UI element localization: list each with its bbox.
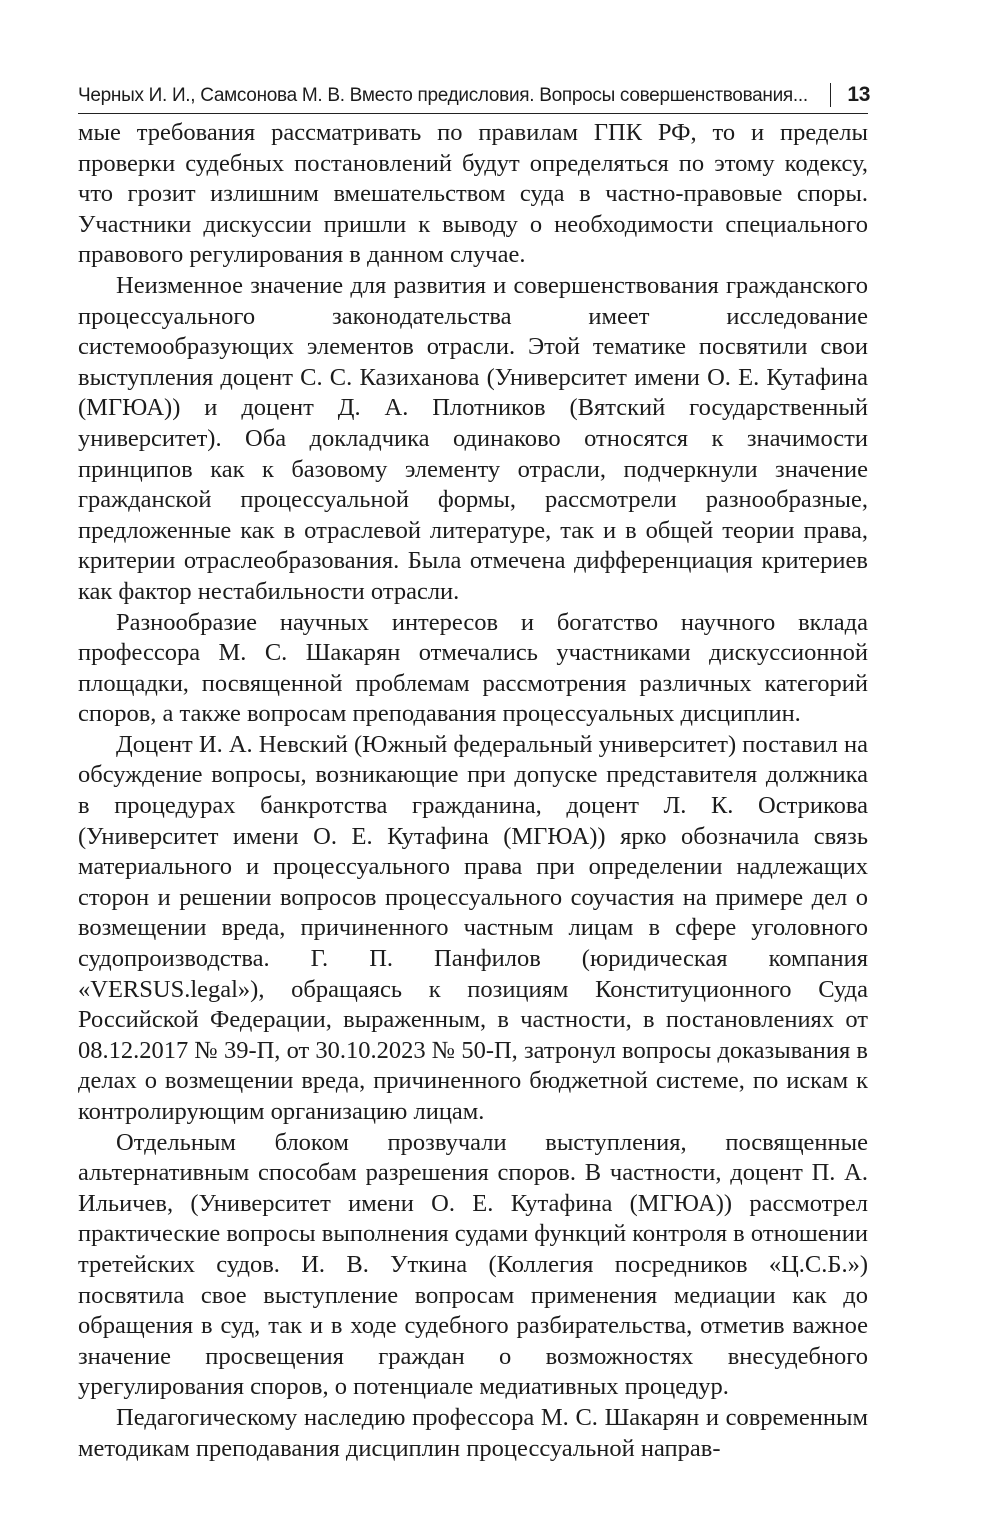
page-number-group: [808, 83, 870, 107]
header-separator: [830, 83, 832, 107]
running-header: [78, 70, 871, 114]
paragraph-1: мые требования рассматривать по правилам ГПК РФ, то и пределы проверки судебных постановлений будут определяться по этому кодексу, что грозит излишним вмешательством суда в частно-правовые споры. Участники дискуссии пришли к выводу о необходимости специального правового регулирования в данном случае.: [78, 119, 868, 269]
body-text: [78, 118, 868, 1464]
running-title: Черных И. И., Самсонова М. В. Вместо предисловия. Вопросы совершенствования...: [78, 85, 808, 106]
paragraph-3: Разнообразие научных интересов и богатство научного вклада профессора М. С. Шакарян отмечались участниками дискуссионной площадки, посвященной проблемам рассмотрения различных категорий споров, а также вопросам преподавания процессуальных дисциплин.: [78, 608, 868, 728]
paragraph-5: Отдельным блоком прозвучали выступления, посвященные альтернативным способам разрешения споров. В частности, доцент П. А. Ильичев, (Университет имени О. Е. Кутафина (МГЮА)) рассмотрел практические вопросы выполнения судами функций контроля в отношении третейских судов. И. В. Уткина (Коллегия посредников «Ц.С.Б.») посвятила свое выступление вопросам применения медиации как до обращения в суд, так и в ходе судебного разбирательства, отметив важное значение просвещения граждан о возможностях внесудебного урегулирования споров, о потенциале медиативных процедур.: [78, 1128, 868, 1401]
paragraph-6: Педагогическому наследию профессора М. С. Шакарян и современным методикам преподавания дисциплин процессуальной направ-: [78, 1403, 868, 1462]
paragraph-2: Неизменное значение для развития и совершенствования гражданского процессуального законодательства имеет исследование системообразующих элементов отрасли. Этой тематике посвятили свои выступления доцент С. С. Казиханова (Университет имени О. Е. Кутафина (МГЮА)) и доцент Д. А. Плотников (Вятский государственный университет). Оба докладчика одинаково относятся к значимости принципов как к базовому элементу отрасли, подчеркнули значение гражданской процессуальной формы, рассмотрели разнообразные, предложенные как в отраслевой литературе, так и в общей теории права, критерии отраслеобразования. Была отмечена дифференциация критериев как фактор нестабильности отрасли.: [78, 271, 868, 605]
page-number: 13: [847, 83, 871, 106]
book-page: [78, 70, 871, 1464]
paragraph-4: Доцент И. А. Невский (Южный федеральный университет) поставил на обсуждение вопросы, возникающие при допуске представителя должника в процедурах банкротства гражданина, доцент Л. К. Острикова (Университет имени О. Е. Кутафина (МГЮА)) ярко обозначила связь материального и процессуального права при определении надлежащих сторон и решении вопросов процессуального соучастия на примере дел о возмещении вреда, причиненного частным лицам в сфере уголовного судопроизводства. Г. П. Панфилов (юридическая компания «VERSUS.legal»), обращаясь к позициям Конституционного Суда Российской Федерации, выраженным, в частности, в постановлениях от 08.12.2017 № 39-П, от 30.10.2023 № 50-П, затронул вопросы доказывания в делах о возмещении вреда, причиненного бюджетной системе, по искам к контролирующим организацию лицам.: [78, 730, 868, 1125]
